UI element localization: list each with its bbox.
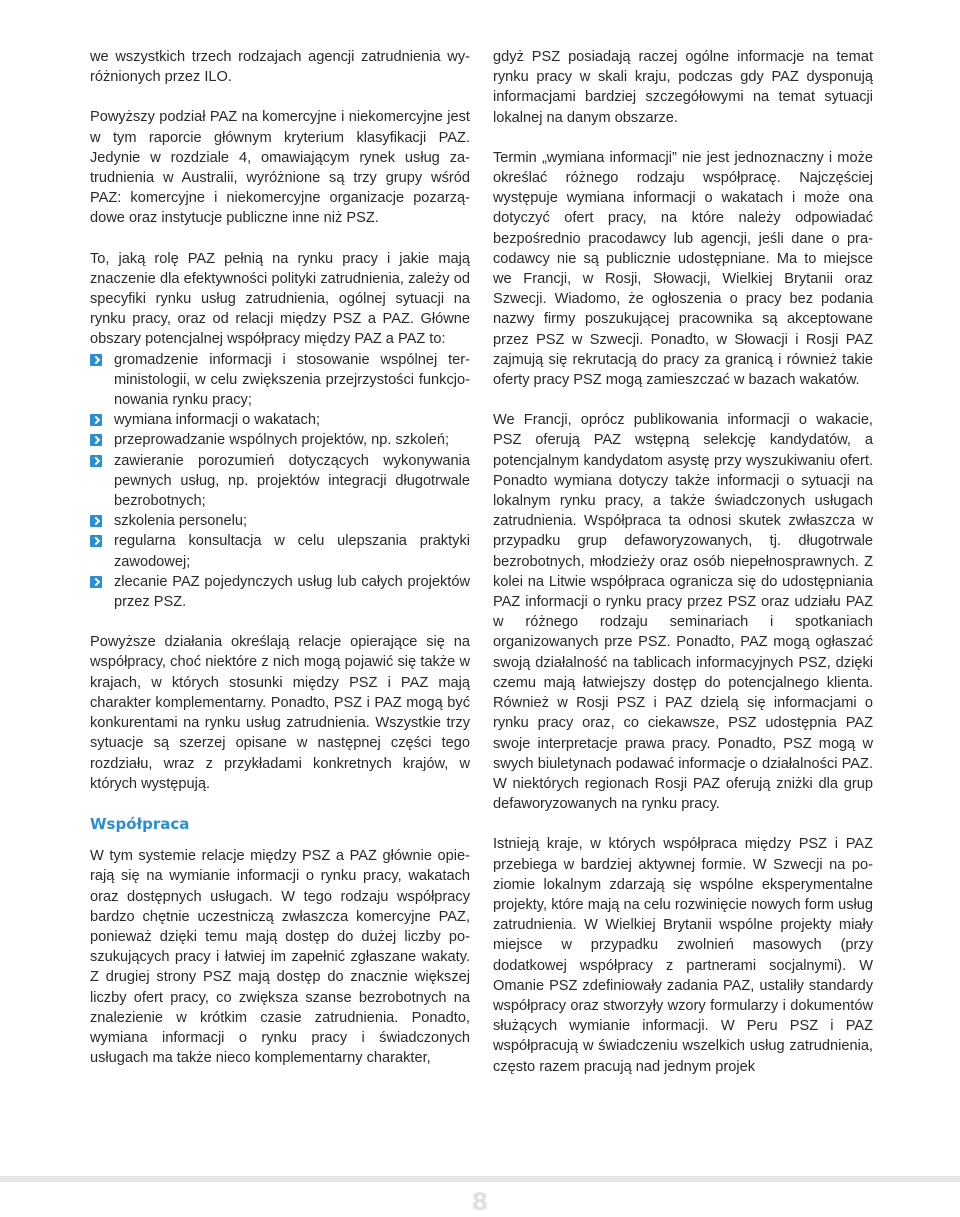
arrow-bullet-icon: [90, 354, 102, 366]
arrow-bullet-icon: [90, 576, 102, 588]
list-item: regularna konsultacja w celu ulepszania praktyki zawodowej;: [90, 531, 470, 571]
footer-band: [0, 1176, 960, 1182]
cooperation-areas-list: [90, 350, 470, 613]
left-paragraph-1: we wszystkich trzech rodzajach agencji zatrudnienia wyróżnionych przez ILO.: [90, 49, 470, 86]
left-paragraph-5: W tym systemie relacje między PSZ a PAZ głównie opierają się na wymianie informacji o rynku pracy, wakatach oraz dostępnych usługach. W tego rodzaju współpracy bardzo chętnie uczestniczą zwłaszcza komercyjne PAZ, ponieważ dzięki temu mają dostęp do dużej liczby poszukujących pracy i łatwiej im zapełnić zgłaszane wakaty. Z drugiej strony PSZ mają dostęp do znacznie większej liczby ofert pracy, co zwiększa szanse bezrobotnych na znalezienie w krótkim czasie zatrudnienia. Ponadto, wymiana informacji o rynku pracy i świadczonych usługach ma także nieco komplementarny charakter,: [90, 848, 470, 1067]
list-item: szkolenia personelu;: [90, 511, 470, 531]
right-paragraph-3: We Francji, oprócz publikowania informacji o wakacie, PSZ oferują PAZ wstępną selekcję kandydatów, a potencjalnym kandydatom asystę przy wyszukiwaniu ofert. Ponadto wymiana dotyczy także informacji o sytuacji na lokalnym rynku pracy, a także świadczonych usługach zatrudnienia. Współpraca ta odnosi skutek zwłaszcza w przypadku grup defaworyzowanych, tj. długotrwale bezrobotnych, młodzieży oraz osób niepełnosprawnych. Z kolei na Litwie współpraca ogranicza się do udostępniania PAZ informacji o rynku pracy przez PSZ oraz udziału PAZ w różnego rodzaju seminariach i spotkaniach organizowanych prze PSZ. Ponadto, PAZ mogą ogłaszać swoją działalność na tablicach informacyjnych PSZ, dzięki czemu mają łatwiejszy dostęp do potencjalnego klienta. Również w Rosji PSZ i PAZ dzielą się informacjami o rynku pracy oraz, co ciekawsze, PSZ udostępnia PAZ swoje interpretacje prawa pracy. Ponadto, PSZ mogą w swych biuletynach podawać informacje o działalności PAZ. W niektórych regionach Rosji PAZ oferują zniżki dla grup defaworyzowanych na rynku pracy.: [493, 412, 873, 813]
arrow-bullet-icon: [90, 535, 102, 547]
list-item: wymiana informacji o wakatach;: [90, 410, 470, 430]
list-item: gromadzenie informacji i stosowanie wspólnej terministologii, w celu zwiększenia przejrzystości funkcjonowania rynku pracy;: [90, 350, 470, 411]
arrow-bullet-icon: [90, 455, 102, 467]
page-number: 8: [471, 1188, 489, 1216]
right-column: [493, 47, 873, 1097]
right-paragraph-1: gdyż PSZ posiadają raczej ogólne informacje na temat rynku pracy w skali kraju, podczas gdy PAZ dysponują informacjami bardziej szczegółowymi na temat sytuacji lokalnej na danym obszarze.: [493, 49, 873, 126]
right-paragraph-4: Istnieją kraje, w których współpraca między PSZ i PAZ przebiega w bardziej aktywnej formie. W Szwecji na poziomie lokalnym zdarzają się wspólne eksperymentalne projekty, które mają na celu rozwinięcie nowych form usług zatrudnienia. W Wielkiej Brytanii wspólne projekty miały miejsce w przypadku zwolnień masowych (przy dodatkowej współpracy z partnerami socjalnymi). W Omanie PSZ zdefiniowały zadania PAZ, ustaliły standardy współpracy oraz stworzyły wzory formularzy i dokumentów służących wymianie informacji. W Peru PSZ i PAZ współpracują w świadczeniu wszelkich usług zatrudnienia, często razem pracują nad jednym projek: [493, 836, 873, 1075]
arrow-bullet-icon: [90, 414, 102, 426]
left-paragraph-4: Powyższe działania określają relacje opierające się na współpracy, choć niektóre z nich mogą pojawić się także w krajach, w których stosunki między PSZ i PAZ mają charakter komplementarny. Ponadto, PSZ i PAZ mogą być konkurentami na rynku usług zatrudnienia. Wszystkie trzy sytuacje są szerzej opisane w następnej części tego rozdziału, wraz z przykładami konkretnych krajów, w których występują.: [90, 634, 470, 792]
list-item: zawieranie porozumień dotyczących wykonywania pewnych usług, np. projektów integracji długotrwale bezrobotnych;: [90, 451, 470, 512]
arrow-bullet-icon: [90, 434, 102, 446]
left-paragraph-2: Powyższy podział PAZ na komercyjne i niekomercyjne jest w tym raporcie głównym kryterium klasyfikacji PAZ. Jedynie w rozdziale 4, omawiającym rynek usług zatrudnienia w Australii, wyróżnione są trzy grupy wśród PAZ: komercyjne i niekomercyjne organizacje pozarządowe oraz instytucje publiczne inne niż PSZ.: [90, 109, 470, 227]
right-paragraph-2: Termin „wymiana informacji” nie jest jednoznaczny i może określać różnego rodzaju współpracę. Najczęściej występuje wymiana informacji o wakatach i może ona dotyczyć ofert pracy, na które należy odpowiadać bezpośrednio pracodawcy lub agencji, jeśli dane o pracodawcy nie są publicznie udostępniane. Ma to miejsce we Francji, w Rosji, Słowacji, Wielkiej Brytanii oraz Szwecji. Wiadomo, że ogłoszenia o pracy bez podania nazwy firmy poszukującej pracownika są akceptowane przez PSZ w Szwecji. Ponadto, w Słowacji i Rosji PAZ zajmują się rekrutacją do pracy za granicą i również takie oferty pracy PSZ mogą zamieszczać w bazach wakatów.: [493, 149, 873, 389]
list-item: przeprowadzanie wspólnych projektów, np. szkoleń;: [90, 430, 470, 450]
list-item: zlecanie PAZ pojedynczych usług lub całych projektów przez PSZ.: [90, 572, 470, 612]
arrow-bullet-icon: [90, 515, 102, 527]
left-column: [90, 47, 470, 1088]
left-paragraph-3: To, jaką rolę PAZ pełnią na rynku pracy i jakie mają znaczenie dla efektywności polityki zatrudnienia, zależy od specyfiki rynku usług zatrudnienia, ogólnej sytuacji na rynku pracy, oraz od relacji między PSZ a PAZ. Główne obszary potencjalnej współpracy między PAZ a PAZ to:: [90, 250, 470, 348]
section-heading: Współpraca: [90, 814, 190, 833]
